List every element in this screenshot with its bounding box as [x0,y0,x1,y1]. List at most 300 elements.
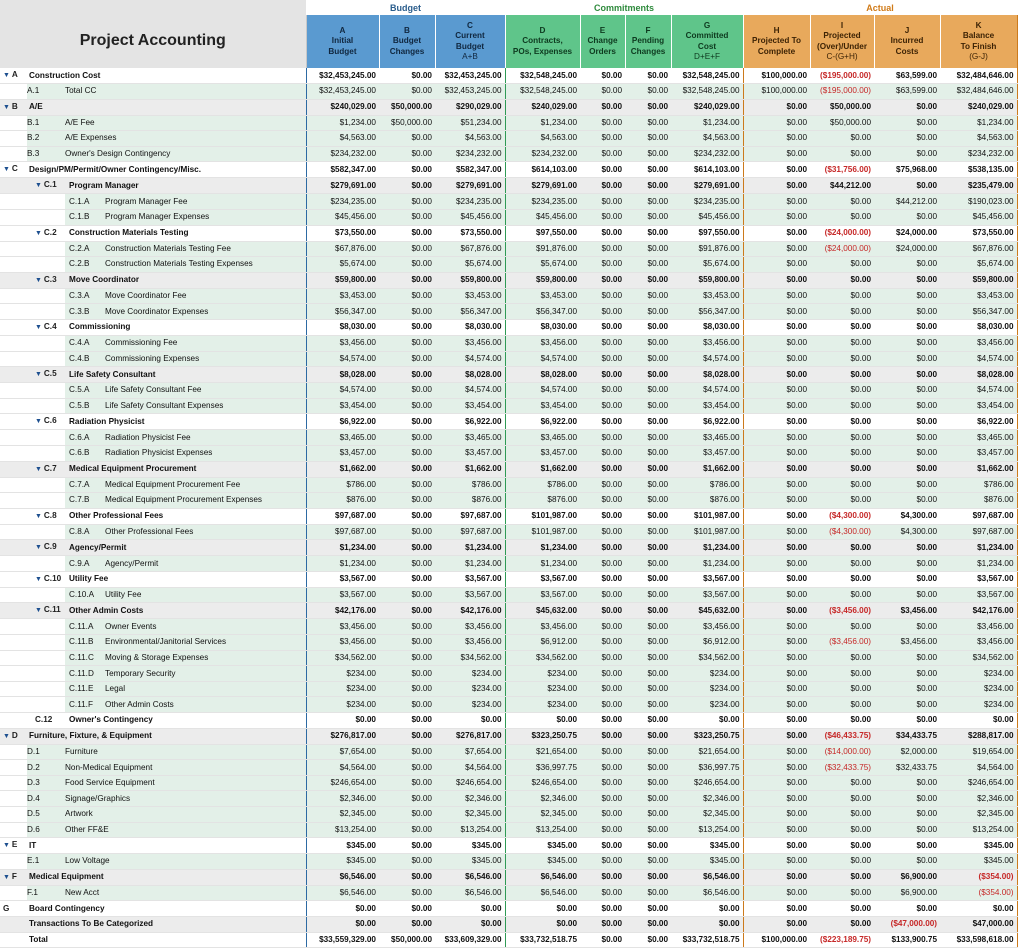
cell-j[interactable]: $0.00 [874,304,940,320]
cell-h[interactable]: $0.00 [743,524,810,540]
cell-h[interactable]: $0.00 [743,257,810,273]
cell-h[interactable]: $0.00 [743,115,810,131]
cell-e[interactable]: $0.00 [580,681,625,697]
cell-k[interactable]: $288,817.00 [940,728,1017,744]
cell-d[interactable]: $1,234.00 [505,115,580,131]
cell-e[interactable]: $0.00 [580,84,625,100]
cell-d[interactable]: $32,548,245.00 [505,68,580,84]
cell-g[interactable]: $45,632.00 [671,603,743,619]
cell-c[interactable]: $3,456.00 [435,635,505,651]
triangle-down-icon[interactable]: ▼ [3,732,12,740]
cell-j[interactable]: $0.00 [874,146,940,162]
cell-a[interactable]: $3,465.00 [306,430,379,446]
table-row[interactable] [0,901,1017,917]
cell-a[interactable]: $1,234.00 [306,540,379,556]
cell-c[interactable]: $6,546.00 [435,885,505,901]
cell-i[interactable]: $0.00 [810,383,874,399]
cell-f[interactable]: $0.00 [625,838,671,854]
cell-g[interactable]: $33,732,518.75 [671,932,743,948]
column-header-e[interactable] [580,15,625,68]
cell-f[interactable]: $0.00 [625,430,671,446]
cell-h[interactable]: $0.00 [743,493,810,509]
cell-c[interactable]: $4,563.00 [435,131,505,147]
cell-i[interactable]: $0.00 [810,288,874,304]
cell-a[interactable]: $3,457.00 [306,445,379,461]
cell-f[interactable]: $0.00 [625,146,671,162]
cell-k[interactable]: $235,479.00 [940,178,1017,194]
table-row[interactable] [0,272,1017,288]
cell-f[interactable]: $0.00 [625,194,671,210]
table-row[interactable] [0,744,1017,760]
column-header-g[interactable] [671,15,743,68]
cell-d[interactable]: $91,876.00 [505,241,580,257]
cell-e[interactable]: $0.00 [580,68,625,84]
cell-f[interactable]: $0.00 [625,477,671,493]
table-row[interactable] [0,162,1017,178]
cell-g[interactable]: $3,456.00 [671,619,743,635]
table-row[interactable] [0,791,1017,807]
cell-b[interactable]: $0.00 [379,477,435,493]
cell-a[interactable]: $2,345.00 [306,807,379,823]
cell-i[interactable]: $0.00 [810,650,874,666]
cell-a[interactable]: $3,454.00 [306,398,379,414]
cell-k[interactable]: $4,574.00 [940,351,1017,367]
table-row[interactable] [0,493,1017,509]
cell-k[interactable]: $1,234.00 [940,540,1017,556]
cell-d[interactable]: $34,562.00 [505,650,580,666]
cell-j[interactable]: $133,900.75 [874,932,940,948]
row-label[interactable]: Agency/Permit [105,558,159,568]
cell-j[interactable]: $0.00 [874,619,940,635]
cell-e[interactable]: $0.00 [580,666,625,682]
row-label[interactable]: Medical Equipment Procurement Fee [105,479,241,489]
cell-d[interactable]: $45,456.00 [505,209,580,225]
table-row[interactable] [0,666,1017,682]
cell-d[interactable]: $1,234.00 [505,556,580,572]
cell-b[interactable]: $0.00 [379,728,435,744]
cell-h[interactable]: $0.00 [743,414,810,430]
column-header-i[interactable] [810,15,874,68]
cell-h[interactable]: $100,000.00 [743,84,810,100]
cell-i[interactable]: $0.00 [810,272,874,288]
cell-e[interactable]: $0.00 [580,241,625,257]
cell-h[interactable]: $0.00 [743,351,810,367]
cell-h[interactable]: $0.00 [743,209,810,225]
cell-a[interactable]: $1,662.00 [306,461,379,477]
cell-h[interactable]: $0.00 [743,367,810,383]
cell-k[interactable]: $1,662.00 [940,461,1017,477]
cell-k[interactable]: $345.00 [940,838,1017,854]
row-label[interactable]: Life Safety Consultant Expenses [105,401,224,411]
cell-i[interactable]: $0.00 [810,414,874,430]
cell-a[interactable]: $3,567.00 [306,587,379,603]
cell-k[interactable]: $786.00 [940,477,1017,493]
cell-e[interactable]: $0.00 [580,540,625,556]
cell-f[interactable]: $0.00 [625,587,671,603]
cell-j[interactable]: $0.00 [874,791,940,807]
cell-f[interactable]: $0.00 [625,524,671,540]
cell-c[interactable]: $345.00 [435,838,505,854]
triangle-down-icon[interactable]: ▼ [3,72,12,79]
cell-c[interactable]: $7,654.00 [435,744,505,760]
cell-i[interactable]: ($223,189.75) [810,932,874,948]
cell-h[interactable]: $0.00 [743,540,810,556]
cell-f[interactable]: $0.00 [625,257,671,273]
cell-b[interactable]: $0.00 [379,225,435,241]
triangle-down-icon[interactable]: ▼ [3,103,12,111]
cell-j[interactable]: $0.00 [874,650,940,666]
table-row[interactable] [0,367,1017,383]
cell-f[interactable]: $0.00 [625,681,671,697]
cell-a[interactable]: $6,546.00 [306,869,379,885]
cell-i[interactable]: $0.00 [810,822,874,838]
table-row[interactable] [0,587,1017,603]
cell-f[interactable]: $0.00 [625,445,671,461]
cell-i[interactable]: $0.00 [810,493,874,509]
cell-i[interactable]: ($24,000.00) [810,241,874,257]
table-row[interactable] [0,838,1017,854]
cell-c[interactable]: $4,574.00 [435,351,505,367]
cell-j[interactable]: $24,000.00 [874,241,940,257]
cell-e[interactable]: $0.00 [580,524,625,540]
cell-c[interactable]: $97,687.00 [435,508,505,524]
cell-g[interactable]: $3,465.00 [671,430,743,446]
cell-i[interactable]: ($195,000.00) [810,68,874,84]
cell-j[interactable]: $0.00 [874,854,940,870]
cell-f[interactable]: $0.00 [625,84,671,100]
cell-a[interactable]: $786.00 [306,477,379,493]
cell-i[interactable]: $0.00 [810,461,874,477]
triangle-down-icon[interactable]: ▼ [35,371,44,379]
table-row[interactable] [0,99,1017,115]
cell-f[interactable]: $0.00 [625,885,671,901]
cell-g[interactable]: $345.00 [671,854,743,870]
row-label[interactable]: Commissioning Expenses [105,353,200,363]
cell-f[interactable]: $0.00 [625,635,671,651]
cell-d[interactable]: $56,347.00 [505,304,580,320]
cell-k[interactable]: $2,346.00 [940,791,1017,807]
cell-c[interactable]: $5,674.00 [435,257,505,273]
cell-i[interactable]: $50,000.00 [810,99,874,115]
cell-g[interactable]: $56,347.00 [671,304,743,320]
cell-e[interactable]: $0.00 [580,335,625,351]
cell-k[interactable]: $47,000.00 [940,916,1017,932]
cell-h[interactable]: $0.00 [743,241,810,257]
cell-d[interactable]: $1,234.00 [505,540,580,556]
row-label[interactable]: Utility Fee [105,590,142,600]
cell-c[interactable]: $1,234.00 [435,540,505,556]
cell-a[interactable]: $6,922.00 [306,414,379,430]
cell-b[interactable]: $0.00 [379,461,435,477]
row-label[interactable]: Owner Events [105,621,157,631]
cell-f[interactable]: $0.00 [625,697,671,713]
cell-j[interactable]: $63,599.00 [874,84,940,100]
cell-b[interactable]: $0.00 [379,445,435,461]
cell-i[interactable]: $0.00 [810,430,874,446]
cell-g[interactable]: $6,546.00 [671,885,743,901]
table-row[interactable] [0,916,1017,932]
cell-b[interactable]: $0.00 [379,351,435,367]
cell-e[interactable]: $0.00 [580,288,625,304]
cell-g[interactable]: $234.00 [671,681,743,697]
cell-i[interactable]: $0.00 [810,146,874,162]
cell-k[interactable]: $3,454.00 [940,398,1017,414]
cell-b[interactable]: $0.00 [379,571,435,587]
cell-c[interactable]: $3,465.00 [435,430,505,446]
table-row[interactable] [0,807,1017,823]
cell-k[interactable]: $345.00 [940,854,1017,870]
table-row[interactable] [0,760,1017,776]
cell-i[interactable]: ($46,433.75) [810,728,874,744]
cell-j[interactable]: $0.00 [874,838,940,854]
cell-f[interactable]: $0.00 [625,713,671,729]
cell-k[interactable]: $246,654.00 [940,775,1017,791]
cell-j[interactable]: $0.00 [874,822,940,838]
table-row[interactable] [0,335,1017,351]
row-label[interactable]: Other Professional Fees [105,526,194,536]
cell-j[interactable]: $3,456.00 [874,635,940,651]
cell-k[interactable]: $8,028.00 [940,367,1017,383]
cell-g[interactable]: $0.00 [671,901,743,917]
cell-h[interactable]: $0.00 [743,571,810,587]
row-label[interactable]: Move Coordinator Expenses [105,306,209,316]
cell-i[interactable]: $0.00 [810,697,874,713]
cell-d[interactable]: $876.00 [505,493,580,509]
cell-e[interactable]: $0.00 [580,650,625,666]
table-row[interactable] [0,414,1017,430]
cell-f[interactable]: $0.00 [625,728,671,744]
cell-k[interactable]: $97,687.00 [940,524,1017,540]
cell-j[interactable]: $3,456.00 [874,603,940,619]
cell-e[interactable]: $0.00 [580,603,625,619]
cell-e[interactable]: $0.00 [580,556,625,572]
cell-g[interactable]: $97,550.00 [671,225,743,241]
cell-a[interactable]: $276,817.00 [306,728,379,744]
cell-d[interactable]: $45,632.00 [505,603,580,619]
cell-e[interactable]: $0.00 [580,414,625,430]
cell-e[interactable]: $0.00 [580,272,625,288]
cell-h[interactable]: $100,000.00 [743,932,810,948]
cell-d[interactable]: $323,250.75 [505,728,580,744]
cell-k[interactable]: ($354.00) [940,869,1017,885]
cell-d[interactable]: $3,457.00 [505,445,580,461]
cell-g[interactable]: $876.00 [671,493,743,509]
cell-c[interactable]: $3,457.00 [435,445,505,461]
cell-k[interactable]: $45,456.00 [940,209,1017,225]
cell-g[interactable]: $1,234.00 [671,556,743,572]
cell-a[interactable]: $13,254.00 [306,822,379,838]
cell-a[interactable]: $0.00 [306,713,379,729]
cell-k[interactable]: $13,254.00 [940,822,1017,838]
cell-f[interactable]: $0.00 [625,304,671,320]
cell-i[interactable]: ($14,000.00) [810,744,874,760]
column-header-a[interactable] [306,15,379,68]
cell-d[interactable]: $234,235.00 [505,194,580,210]
column-header-k[interactable] [940,15,1017,68]
table-row[interactable] [0,84,1017,100]
cell-d[interactable]: $32,548,245.00 [505,84,580,100]
cell-g[interactable]: $6,546.00 [671,869,743,885]
cell-f[interactable]: $0.00 [625,162,671,178]
cell-c[interactable]: $32,453,245.00 [435,84,505,100]
cell-c[interactable]: $234.00 [435,681,505,697]
cell-a[interactable]: $34,562.00 [306,650,379,666]
cell-c[interactable]: $2,345.00 [435,807,505,823]
cell-a[interactable]: $4,563.00 [306,131,379,147]
cell-h[interactable]: $0.00 [743,146,810,162]
cell-f[interactable]: $0.00 [625,398,671,414]
cell-k[interactable]: $6,922.00 [940,414,1017,430]
cell-a[interactable]: $32,453,245.00 [306,84,379,100]
cell-d[interactable]: $4,574.00 [505,383,580,399]
table-row[interactable] [0,383,1017,399]
table-row[interactable] [0,241,1017,257]
cell-c[interactable]: $73,550.00 [435,225,505,241]
cell-i[interactable]: $0.00 [810,885,874,901]
cell-j[interactable]: $0.00 [874,99,940,115]
cell-a[interactable]: $7,654.00 [306,744,379,760]
cell-h[interactable]: $0.00 [743,869,810,885]
cell-j[interactable]: $6,900.00 [874,885,940,901]
cell-d[interactable]: $0.00 [505,916,580,932]
cell-h[interactable]: $0.00 [743,838,810,854]
cell-d[interactable]: $6,912.00 [505,635,580,651]
cell-i[interactable]: $0.00 [810,587,874,603]
cell-e[interactable]: $0.00 [580,775,625,791]
cell-f[interactable]: $0.00 [625,335,671,351]
cell-i[interactable]: ($3,456.00) [810,635,874,651]
cell-g[interactable]: $101,987.00 [671,524,743,540]
cell-c[interactable]: $2,346.00 [435,791,505,807]
cell-i[interactable]: $0.00 [810,791,874,807]
cell-f[interactable]: $0.00 [625,854,671,870]
cell-f[interactable]: $0.00 [625,603,671,619]
row-label[interactable]: Artwork [65,809,93,819]
row-label[interactable]: New Acct [65,888,100,898]
cell-g[interactable]: $279,691.00 [671,178,743,194]
cell-c[interactable]: $3,453.00 [435,288,505,304]
cell-d[interactable]: $97,550.00 [505,225,580,241]
cell-f[interactable]: $0.00 [625,508,671,524]
cell-i[interactable]: ($195,000.00) [810,84,874,100]
cell-c[interactable]: $279,691.00 [435,178,505,194]
cell-c[interactable]: $345.00 [435,854,505,870]
cell-k[interactable]: $1,234.00 [940,556,1017,572]
cell-k[interactable]: $33,598,618.00 [940,932,1017,948]
cell-a[interactable]: $234.00 [306,697,379,713]
cell-e[interactable]: $0.00 [580,319,625,335]
cell-a[interactable]: $279,691.00 [306,178,379,194]
cell-i[interactable]: ($31,756.00) [810,162,874,178]
cell-e[interactable]: $0.00 [580,477,625,493]
cell-e[interactable]: $0.00 [580,445,625,461]
table-row[interactable] [0,540,1017,556]
table-row[interactable] [0,430,1017,446]
cell-k[interactable]: $4,564.00 [940,760,1017,776]
cell-k[interactable]: $3,453.00 [940,288,1017,304]
cell-h[interactable]: $0.00 [743,885,810,901]
cell-i[interactable]: $0.00 [810,367,874,383]
cell-j[interactable]: $0.00 [874,414,940,430]
column-header-b[interactable] [379,15,435,68]
triangle-down-icon[interactable]: ▼ [35,607,44,615]
cell-f[interactable]: $0.00 [625,414,671,430]
cell-j[interactable]: $0.00 [874,319,940,335]
cell-h[interactable]: $0.00 [743,697,810,713]
cell-k[interactable]: $234,232.00 [940,146,1017,162]
cell-h[interactable]: $0.00 [743,744,810,760]
cell-a[interactable]: $45,456.00 [306,209,379,225]
cell-f[interactable]: $0.00 [625,383,671,399]
table-row[interactable] [0,398,1017,414]
table-row[interactable] [0,603,1017,619]
cell-g[interactable]: $2,345.00 [671,807,743,823]
cell-b[interactable]: $50,000.00 [379,99,435,115]
cell-a[interactable]: $234.00 [306,666,379,682]
cell-k[interactable]: $59,800.00 [940,272,1017,288]
cell-g[interactable]: $32,548,245.00 [671,84,743,100]
cell-i[interactable]: $0.00 [810,916,874,932]
column-header-j[interactable] [874,15,940,68]
cell-b[interactable]: $0.00 [379,869,435,885]
cell-k[interactable]: $3,456.00 [940,335,1017,351]
cell-h[interactable]: $0.00 [743,272,810,288]
table-row[interactable] [0,650,1017,666]
cell-f[interactable]: $0.00 [625,319,671,335]
cell-h[interactable]: $0.00 [743,916,810,932]
cell-j[interactable]: $0.00 [874,713,940,729]
cell-c[interactable]: $0.00 [435,901,505,917]
cell-f[interactable]: $0.00 [625,178,671,194]
cell-c[interactable]: $582,347.00 [435,162,505,178]
cell-k[interactable]: $240,029.00 [940,99,1017,115]
cell-d[interactable]: $279,691.00 [505,178,580,194]
cell-a[interactable]: $345.00 [306,854,379,870]
cell-d[interactable]: $8,028.00 [505,367,580,383]
cell-f[interactable]: $0.00 [625,131,671,147]
cell-b[interactable]: $0.00 [379,650,435,666]
table-row[interactable] [0,68,1017,84]
cell-k[interactable]: $234.00 [940,697,1017,713]
cell-f[interactable]: $0.00 [625,540,671,556]
cell-j[interactable]: $6,900.00 [874,869,940,885]
cell-i[interactable]: $0.00 [810,304,874,320]
cell-a[interactable]: $3,456.00 [306,635,379,651]
cell-d[interactable]: $234.00 [505,697,580,713]
cell-b[interactable]: $0.00 [379,697,435,713]
cell-i[interactable]: $0.00 [810,838,874,854]
cell-e[interactable]: $0.00 [580,430,625,446]
cell-k[interactable]: $3,456.00 [940,619,1017,635]
cell-j[interactable]: $0.00 [874,571,940,587]
cell-e[interactable]: $0.00 [580,932,625,948]
cell-c[interactable]: $3,456.00 [435,335,505,351]
table-row[interactable] [0,146,1017,162]
cell-f[interactable]: $0.00 [625,367,671,383]
cell-j[interactable]: $0.00 [874,461,940,477]
cell-e[interactable]: $0.00 [580,854,625,870]
cell-d[interactable]: $345.00 [505,838,580,854]
row-label[interactable]: Owner's Design Contingency [65,149,171,159]
table-row[interactable] [0,571,1017,587]
cell-h[interactable]: $0.00 [743,225,810,241]
cell-e[interactable]: $0.00 [580,493,625,509]
cell-b[interactable]: $0.00 [379,885,435,901]
cell-c[interactable]: $234.00 [435,697,505,713]
cell-c[interactable]: $234,235.00 [435,194,505,210]
cell-k[interactable]: $190,023.00 [940,194,1017,210]
cell-e[interactable]: $0.00 [580,225,625,241]
